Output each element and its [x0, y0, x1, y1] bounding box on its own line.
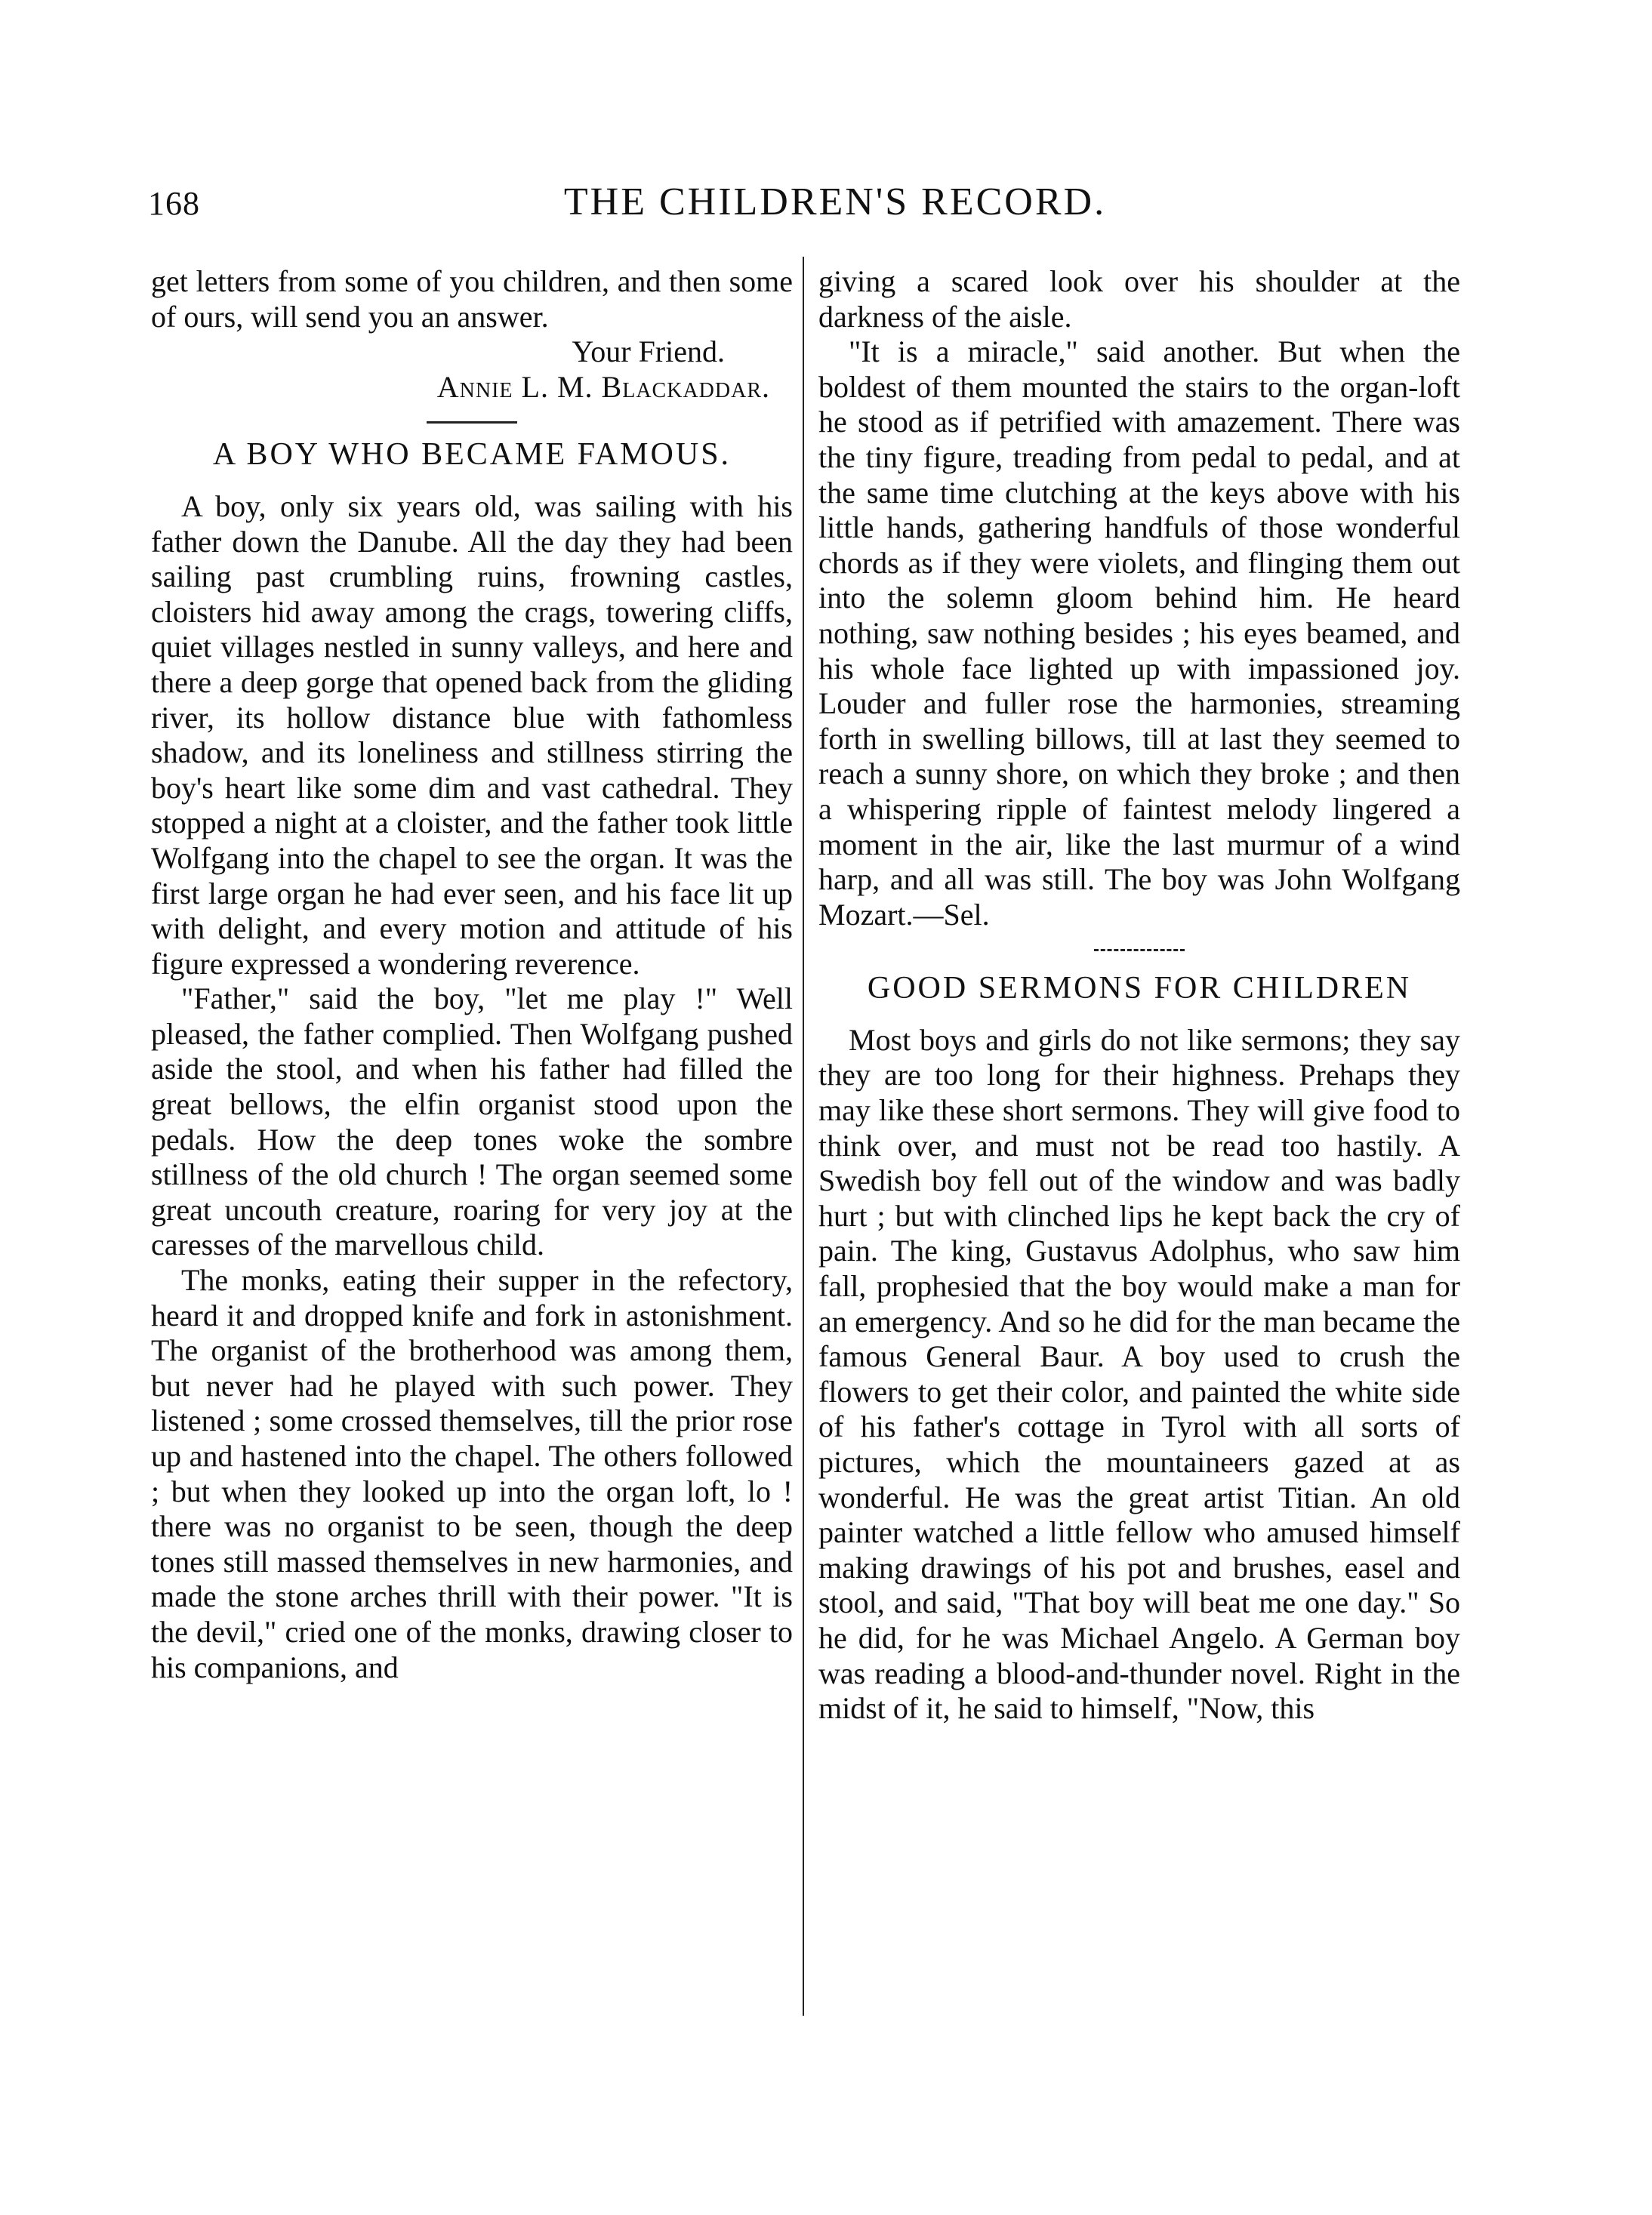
letter-signature: Annie L. M. Blackaddar.	[436, 369, 770, 404]
left-column	[151, 264, 793, 1685]
section-divider	[427, 421, 517, 424]
letter-text: get letters from some of you children, and then some of ours, will send you an answer.	[151, 264, 793, 334]
column-divider	[803, 257, 804, 2016]
section-divider	[1094, 949, 1185, 951]
story1-paragraph-3: The monks, eating their supper in the refectory, heard it and dropped knife and fork in astonishment. The organist of the brotherhood was among them, but never had he played with such power. They listened ; some crossed themselves, till the prior rose up and hastened into the chapel. The others followed ; but when they looked up into the organ loft, lo ! there was no organist to be seen, though the deep tones still massed themselves in new harmonies, and made the stone arches thrill with their power. "It is the devil," cried one of the monks, drawing closer to his companions, and	[151, 1263, 793, 1684]
story-title-good-sermons: GOOD SERMONS FOR CHILDREN	[867, 971, 1412, 1006]
story1-paragraph-4: "It is a miracle," said another. But when the boldest of them mounted the stairs to the organ-loft he stood as if petrified with amazement. There was the tiny figure, treading from pedal to pedal, and at the same time clutching at the keys above with his little hands, gathering handfuls of those wonderful chords as if they were violets, and flinging them out into the solemn gloom behind him. He heard nothing, saw nothing besides ; his eyes beamed, and his whole face lighted up with impassioned joy. Louder and fuller rose the harmonies, streaming forth in swelling billows, till at last they seemed to reach a sunny shore, on which they broke ; and then a whispering ripple of faintest melody lingered a moment in the air, like the last murmur of a wind harp, and all was still. The boy was John Wolfgang Mozart.—Sel.	[818, 334, 1460, 932]
story1-paragraph-2: "Father," said the boy, "let me play !" Well pleased, the father complied. Then Wolfgang pushed aside the stool, and when his father had filled the great bellows, the elfin organist stood upon the pedals. How the deep tones woke the sombre stillness of the old church ! The organ seemed some great uncouth creature, roaring for very joy at the caresses of the marvellous child.	[151, 981, 793, 1262]
right-column	[818, 264, 1460, 1727]
letter-signoff: Your Friend.	[572, 334, 725, 369]
story1-paragraph-1: A boy, only six years old, was sailing with his father down the Danube. All the day they had been sailing past crumbling ruins, frowning castles, cloisters hid away among the crags, towering cliffs, quiet villages nestled in sunny valleys, and here and there a deep gorge that opened back from the gliding river, its hollow distance blue with fathomless shadow, and its loneliness and stillness stirring the boy's heart like some dim and vast cathedral. They stopped a night at a cloister, and the father took little Wolfgang into the chapel to see the organ. It was the first large organ he had ever seen, and his face lit up with delight, and every motion and attitude of his figure expressed a wondering reverence.	[151, 488, 793, 981]
running-title: THE CHILDREN'S RECORD.	[563, 180, 1107, 223]
story2-paragraph-1: Most boys and girls do not like sermons; they say they are too long for their highness. Prehaps they may like these short sermons. They will give food to think over, and must not be read too hastily. A Swedish boy fell out of the window and was badly hurt ; but with clinched lips he kept back the cry of pain. The king, Gustavus Adolphus, who saw him fall, prophesied that the boy would make a man for an emergency. And so he did for the man became the famous General Baur. A boy used to crush the flowers to get their color, and painted the white side of his father's cottage in Tyrol with all sorts of pictures, which the mountaineers gazed at as wonderful. He was the great artist Titian. An old painter watched a little fellow who amused himself making drawings of his pot and brushes, easel and stool, and said, "That boy will beat me one day." So he did, for he was Michael Angelo. A German boy was reading a blood-and-thunder novel. Right in the midst of it, he said to himself, "Now, this	[818, 1022, 1460, 1726]
page-header	[148, 180, 1522, 234]
story1-paragraph-3-continued: giving a scared look over his shoulder at the darkness of the aisle.	[818, 264, 1460, 334]
story-title-boy-who-became-famous: A BOY WHO BECAME FAMOUS.	[212, 437, 732, 473]
page-number: 168	[148, 185, 200, 222]
